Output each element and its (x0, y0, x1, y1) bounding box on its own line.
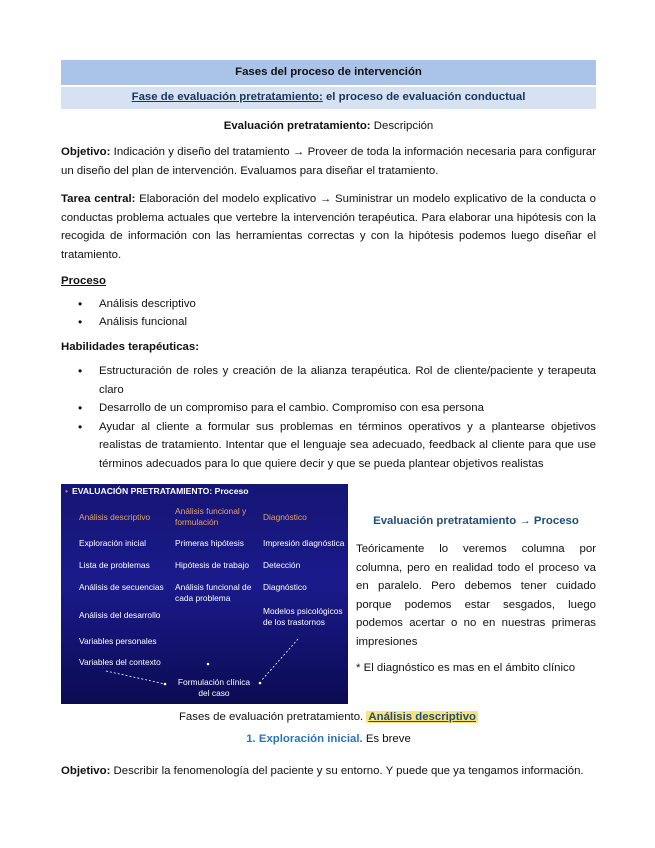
slide-col1-item: Exploración inicial (79, 538, 147, 548)
page-title: Fases del proceso de intervención (61, 60, 596, 85)
proceso-label: Proceso (61, 275, 106, 288)
slide-col2-head: Análisis funcional y formulación (175, 506, 247, 527)
slide-bottom-label: Formulación clínica del caso (177, 677, 251, 698)
list-item: • Análisis descriptivo (61, 295, 596, 313)
caption-text: Fases de evaluación pretratamiento. (178, 711, 367, 723)
section-heading-bold: Evaluación pretratamiento: (223, 120, 371, 132)
slide-col1-item: Lista de problemas (79, 560, 150, 570)
slide-col3-head: Diagnóstico (263, 512, 307, 522)
document-page (61, 60, 596, 777)
objetivo-text: Indicación y diseño del tratamiento → Proveer de toda la información necesaria para configurar un diseño del plan de intervención. Evaluamos para diseñar el tratamiento. (61, 146, 596, 177)
section-heading-rest: Descripción (370, 120, 434, 132)
proceso-list (61, 295, 596, 332)
arrow-line-right (261, 639, 298, 681)
slide-col1-item: Variables del contexto (79, 657, 161, 667)
slide-col2-item: Primeras hipótesis (175, 538, 244, 548)
slide-col1-item: Análisis del desarrollo (79, 610, 161, 620)
side-paragraph: Teóricamente lo veremos columna por columna, pero en realidad todo el proceso va en paralelo. Pero debemos tener cuidado porque podemos estar sesgados, luego podemos acertar o no en nuestras primeras impresiones (356, 543, 596, 648)
slide-col1-item: Análisis de secuencias (79, 582, 164, 592)
slide-title-text: EVALUACIÓN PRETRATAMIENTO: Proceso (72, 486, 249, 496)
caption-highlight[interactable]: Análisis descriptivo (368, 711, 477, 723)
slide-col1-head: Análisis descriptivo (79, 512, 151, 522)
subtitle-bar (61, 87, 596, 109)
process-slide-image (61, 484, 348, 704)
slide-col3-item: Modelos psicológicos de los trastornos (263, 606, 343, 627)
list-item: • Análisis funcional (61, 313, 596, 331)
tarea-paragraph (61, 190, 596, 264)
arrow-dot-center (207, 663, 210, 666)
tarea-text: Elaboración del modelo explicativo → Suministrar un modelo explicativo de la conducta o conductas problema actuales que vertebre la intervención terapéutica. Para elaborar una hipótesis con la recogida de información con las herramientas correctas y con la hipótesis podemos luego diseñar el tratamiento. (61, 193, 596, 261)
slide-bullet: • (65, 486, 69, 496)
objetivo-label: Objetivo: (61, 146, 111, 159)
slide-col3-item: Impresión diagnóstica (263, 538, 345, 548)
slide-arrows (61, 484, 348, 704)
habilidades-heading (61, 338, 596, 356)
exploracion-heading (61, 730, 596, 748)
habilidades-list (61, 362, 596, 473)
caption (61, 708, 596, 749)
tarea-label: Tarea central: (61, 193, 136, 206)
subtitle-link[interactable]: Fase de evaluación pretratamiento: (131, 91, 323, 103)
section-heading (61, 117, 596, 135)
slide-col3-item: Diagnóstico (263, 582, 307, 592)
proceso-heading (61, 272, 596, 290)
slide-col1-item: Variables personales (79, 636, 157, 646)
objetivo2-label: Objetivo: (61, 765, 111, 777)
side-column (356, 512, 596, 678)
arrow-dot-left (164, 683, 167, 686)
side-note: * El diagnóstico es mas en el ámbito clínico (356, 662, 576, 675)
list-item: • Estructuración de roles y creación de la alianza terapéutica. Rol de cliente/paciente y terapeuta claro (61, 362, 596, 399)
side-heading: Evaluación pretratamiento → Proceso (373, 515, 579, 527)
arrow-line-left (106, 671, 165, 684)
slide-col2-item: Hipótesis de trabajo (175, 560, 250, 570)
arrow-dot-right (259, 682, 262, 685)
objetivo2-paragraph (61, 762, 601, 780)
subtitle-rest: el proceso de evaluación conductual (322, 91, 526, 103)
exploracion-rest: Es breve (362, 733, 411, 746)
objetivo-paragraph (61, 143, 596, 180)
objetivo2-text: Describir la fenomenología del paciente y su entorno. Y puede que ya tengamos información. (110, 765, 584, 777)
slide-col2-item: Análisis funcional de cada problema (175, 582, 252, 603)
list-item: • Desarrollo de un compromiso para el cambio. Compromiso con esa persona (61, 399, 596, 417)
habilidades-label: Habilidades terapéuticas: (61, 340, 200, 353)
slide-col3-item: Detección (263, 560, 301, 570)
list-item: • Ayudar al cliente a formular sus problemas en términos operativos y a plantearse objetivos realistas de tratamiento. Intentar que el lenguaje sea adecuado, feedback al cliente para que use términos adecuados para lo que quiere decir y que se pueda plantear objetivos realistas (61, 418, 596, 473)
exploracion-label: 1. Exploración inicial. (246, 733, 363, 746)
